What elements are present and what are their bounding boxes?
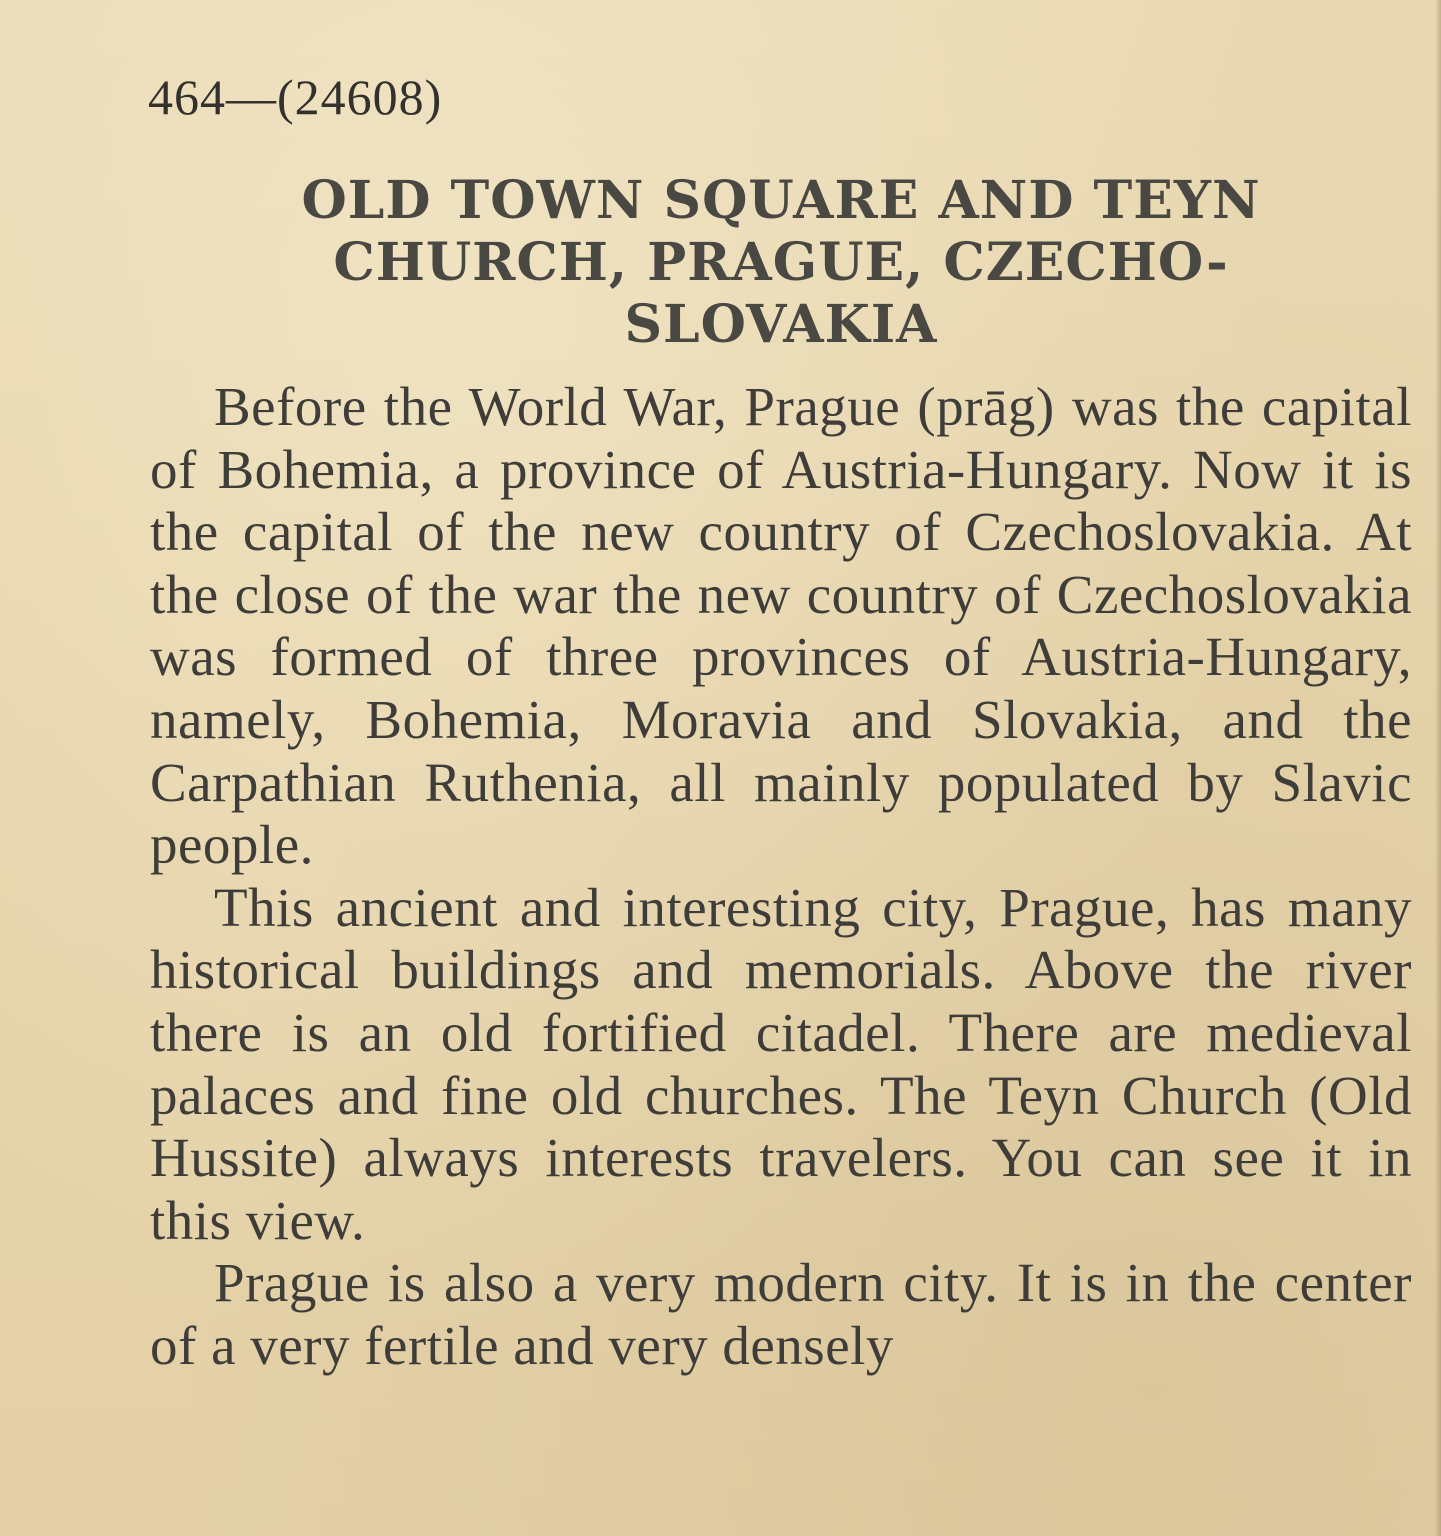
title-line-2: CHURCH, PRAGUE, CZECHO- bbox=[333, 232, 1229, 293]
paragraph-city: This ancient and interesting city, Prague, has many historical buildings and memorials. Above the river there is an old fortified citadel. There are medieval palaces and fine old churches. The Teyn Church (Old Hussite) always interests travelers. You can see it in this view. bbox=[150, 876, 1412, 1251]
title-line-3: SLOVAKIA bbox=[624, 294, 938, 355]
paragraph-history: Before the World War, Prague (prāg) was the capital of Bohemia, a province of Austria-Hungary. Now it is the capital of the new country of Czechoslovakia. At the close of the war the new country of Czechoslovakia was formed of three provinces of Austria-Hungary, namely, Bohemia, Moravia and Slovakia, and the Carpathian Ruthenia, all mainly populated by Slavic people. bbox=[150, 376, 1412, 876]
paragraph-modern: Prague is also a very modern city. It is in the center of a very fertile and very densely bbox=[150, 1252, 1412, 1376]
card-title bbox=[150, 170, 1412, 356]
catalog-number: 464—(24608) bbox=[148, 69, 443, 125]
title-line-1: OLD TOWN SQUARE AND TEYN bbox=[301, 170, 1261, 231]
card-body-text bbox=[150, 376, 1412, 1378]
card-edge-shadow bbox=[1435, 0, 1441, 1536]
